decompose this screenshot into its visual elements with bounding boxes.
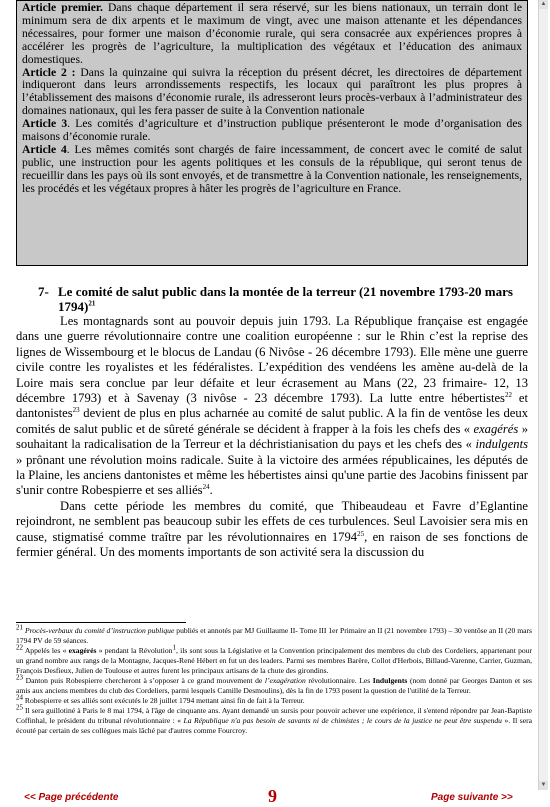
footnote-ref-21[interactable]: 21	[88, 299, 96, 308]
footnote-23-text-a: Danton puis Robespierre chercheront à s’opposer à ce grand mouvement de	[23, 676, 265, 685]
footnote-23-italic: l’exagération	[264, 676, 306, 685]
footnote-21-number: 21	[16, 623, 23, 632]
section-heading	[38, 284, 528, 314]
paragraph-2	[16, 499, 528, 561]
footnote-23-bold: Indulgents	[372, 676, 408, 685]
p1-text-b: et dantonistes	[16, 391, 528, 421]
p1-text-c: devient de plus en plus acharnée au comité de salut public. A la fin de ventôse les deux comités de salut public et de sûreté générale se décident à frapper à la fois les chefs des «	[16, 406, 528, 436]
footnote-divider	[16, 622, 186, 623]
p1-text-e: » prônant une révolution moins radicale. Suite à la victoire des armées républicaines, les députés de la Plaine, les anciens dantonistes et même les hébertistes ainsi qu'une partie des Jacobins finissent par s'unir contre Robespierre et ses alliés	[16, 452, 528, 498]
footnote-23	[16, 673, 533, 696]
section-title: Le comité de salut public dans la montée de la terreur (21 novembre 1793-20 mars 1794)	[58, 284, 513, 314]
next-page-link[interactable]: Page suivante >>	[431, 792, 513, 803]
footnote-25-quote: La République n'a pas besoin de savants ni de chimistes ; le cours de la justice ne peut être suspendu	[183, 716, 502, 725]
p2-text-b: , en raison de ses fonctions de fermier général. Un des moments importants de son activité sera la discussion du	[16, 529, 529, 560]
footnote-22-sub-ref: 1	[172, 643, 176, 652]
footnote-23-text-b: révolutionnaire. Les	[305, 676, 373, 685]
article-4-label: Article 4	[22, 142, 67, 156]
scroll-down-arrow-icon[interactable]: ▼	[540, 782, 547, 788]
article-1-label: Article premier.	[22, 1, 103, 14]
footnote-21-text: publiés et annotés par MJ Guillaume II- Tome III 1er Primaire an II (21 novembre 1793) – 30 ventôse an II (20 mars 1794 PV de 59 séances.	[16, 626, 533, 645]
footnote-25-text-b: ». Il sera écouté par certain de ses collègues mais lâché par d'autres comme Fourcroy.	[16, 716, 532, 735]
article-2-label: Article 2 :	[22, 65, 76, 79]
paragraph-1	[16, 314, 528, 499]
article-2	[22, 67, 522, 119]
footnote-22-number: 22	[16, 643, 23, 652]
term-indulgents: indulgents	[475, 437, 528, 452]
footnote-25-text-a: Il sera guillotiné à Paris le 8 mai 1794, à l'âge de cinquante ans. Ayant demandé un sursis pour pouvoir achever une expérience, il s'entend répondre par Jean-Baptiste Coffinhal, le président du tribunal révolutionnaire : «	[16, 706, 532, 725]
footnote-22	[16, 643, 532, 676]
p1-text-a: Les montagnards sont au pouvoir depuis juin 1793. La République française est engagée dans une guerre révolutionnaire contre une coalition européenne : sur le Rhin c’est la reprise des lignes de Wissembourg et le blocus de Landau (6 Nivôse - 26 décembre 1793). Elle mène une guerre civile contre les royalistes et les fédéralistes. L’expédition des vendéens les amène au-delà de la Loire mais sera conclue par leur défaite et leur écrasement au Mans (22, 23 frimaire- 12, 13 décembre 1793) et à Savenay (3 nivôse - 23 décembre 1793). La lutte entre hébertistes	[16, 314, 528, 406]
previous-page-link[interactable]: << Page précédente	[24, 792, 119, 803]
footnote-ref-23[interactable]: 23	[72, 406, 80, 415]
footnote-25-number: 25	[16, 703, 23, 712]
scroll-up-arrow-icon[interactable]: ▲	[540, 1, 547, 7]
article-4-text: . Les mêmes comités sont chargés de faire incessamment, de concert avec le comité de salut public, une instruction pour les agents politiques et les consuls de la république, qui seront tenus de recueillir dans les pays où ils sont envoyés, et de transmettre à la Convention nationale, les renseignements, les procédés et les végétaux propres à hâter les progrès de l’agriculture en France.	[22, 142, 523, 195]
footnote-22-text-a: Appelés les «	[23, 646, 69, 655]
article-2-text: Dans la quinzaine qui suivra la réception du présent décret, les directoires de département indiqueront dans leurs arrondissements respectifs, les locaux qui paraîtront les plus propres à l’établissement des maisons d’économie rurale, ils adresseront leurs procès-verbaux à l’administrateur des domaines nationaux, qui les fera passer de suite à la Convention nationale	[22, 65, 522, 118]
footnote-23-number: 23	[16, 673, 23, 682]
vertical-scrollbar[interactable]	[538, 0, 548, 790]
article-1	[22, 2, 522, 67]
body-text	[16, 314, 528, 561]
article-1-text: Dans chaque département il sera réservé, sur les biens nationaux, un terrain dont le minimum sera de dix arpents et le maximum de vingt, avec une maison attenante et les dépendances nécessaires, pour former une maison d’économie rurale, qui sera consacrée aux expériences propres à accélérer les progrès de l’agriculture, la multiplication des végétaux et l’éducation des animaux domestiques.	[22, 1, 523, 66]
footnote-24	[16, 693, 532, 706]
page-navigation	[0, 786, 550, 806]
footnote-22-text-c: » pendant la Révolution	[96, 646, 173, 655]
section-number: 7-	[38, 284, 49, 299]
term-exageres: exagérés	[473, 421, 519, 436]
article-3	[22, 118, 522, 144]
article-3-text: . Les comités d’agriculture et d’instruction publique présenteront le mode d’organisation des maisons d’économie rurale.	[22, 117, 523, 144]
footnote-ref-24[interactable]: 24	[202, 483, 210, 492]
footnote-23-text-c: (nom donné par Georges Danton et ses amis aux anciens membres du club des Cordeliers, parmi lesquels Camille Desmoulins), dès la fin de 1793 posent la question de l'utilité de la Terreur.	[16, 676, 533, 695]
p2-text-a: Dans cette période les membres du comité, que Thibeaudeau et Favre d’Eglantine rejoindront, ne semblent pas beaucoup subir les effets de ces turbulences. Seul Lavoisier sera mis en cause, stigmatisé comme traître par les révolutionnaires en 1794	[16, 498, 528, 544]
footnotes	[16, 623, 533, 736]
article-4	[22, 144, 522, 196]
page-number: 9	[268, 786, 277, 806]
footnote-ref-22[interactable]: 22	[504, 390, 512, 399]
footnote-24-number: 24	[16, 693, 23, 702]
footnote-ref-25[interactable]: 25	[357, 529, 365, 538]
footnote-22-bold: exagérés	[68, 646, 97, 655]
decree-box	[16, 0, 528, 266]
footnote-21	[16, 623, 533, 646]
footnote-21-title: Procès-verbaux du comité d’instruction publique	[24, 626, 175, 635]
footnote-24-text: Robespierre et ses alliés sont exécutés le 28 juillet 1794 mettant ainsi fin de fait à la Terreur.	[23, 696, 305, 705]
article-3-label: Article 3	[22, 117, 68, 131]
p1-text-d: » souhaitant la radicalisation de la Terreur et la déchristianisation du pays et les chefs des «	[16, 421, 528, 452]
footnote-22-text-d: , ils sont sous la Législative et la Convention principalement des membres du club des Cordeliers, appartenant pour un grand nombre aux rangs de la Montagne, Jacques-René Hébert en fut un des leaders. Parmi ses membres Barère, Collot d'Herbois, Billaud-Varenne, Carrier, Guzman, François Desfieux, Julien de Toulouse et autres furent les principaux artisans de la chute des girondins.	[16, 646, 532, 675]
p1-text-f: .	[209, 483, 213, 498]
footnote-25	[16, 703, 532, 736]
